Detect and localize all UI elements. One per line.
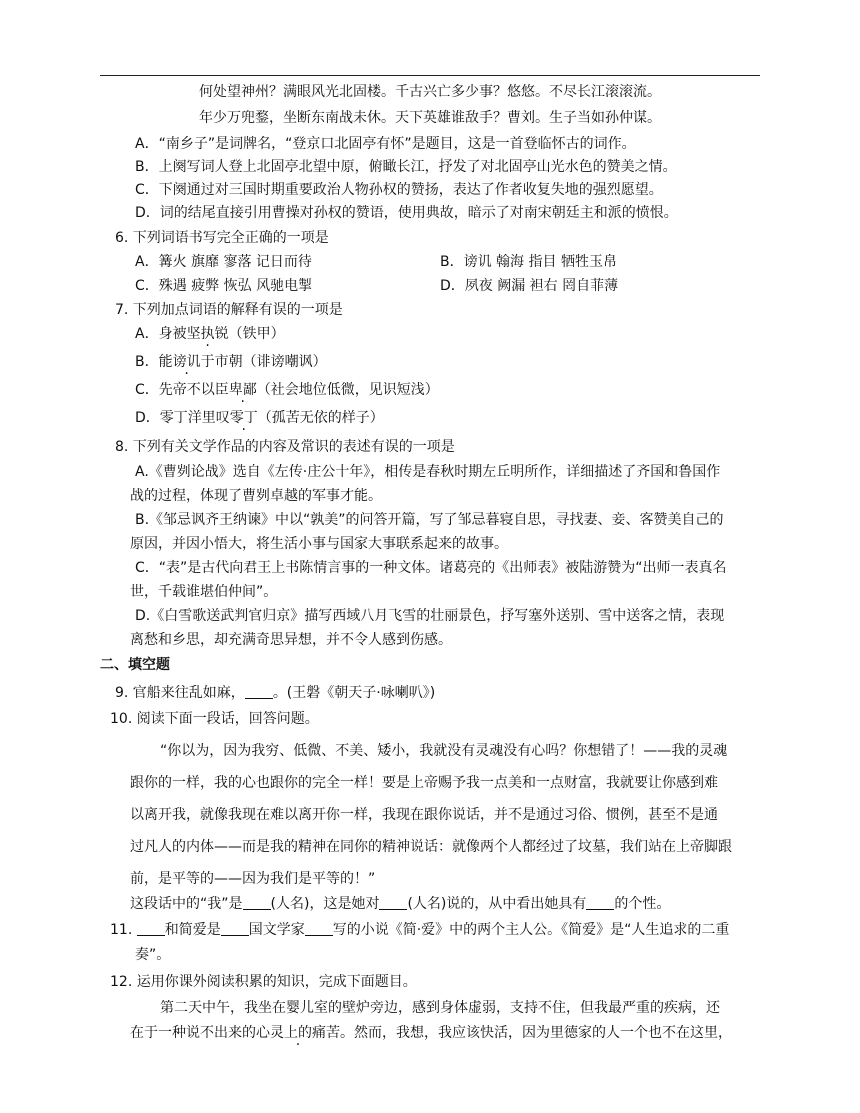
q11-s1: 和简爱是 bbox=[164, 922, 221, 938]
q10-ans-a: 这段话中的“我”是 bbox=[130, 896, 243, 912]
q7-b-post: 于市朝（诽谤嘲讽） bbox=[200, 354, 327, 370]
q11-s3: 写的小说《简·爱》中的两个主人公。《简爱》是“人生追求的二重 bbox=[332, 922, 730, 938]
q10-para-line1: “你以为，因为我穷、低微、不美、矮小，我就没有灵魂没有心吗？你想错了！——我的灵魂 bbox=[160, 743, 728, 759]
q8-option-c-line1: C．“表”是古代向君王上书陈情言事的一种文体。诸葛亮的《出师表》被陆游赞为“出师一表真名 bbox=[135, 560, 727, 576]
q11-number: 11. bbox=[110, 922, 133, 938]
q7-c-emphasis: 卑鄙 bbox=[228, 382, 257, 398]
q8-option-d-line1: D.《白雪歌送武判官归京》描写西域八月飞雪的壮丽景色，抒写塞外送别、雪中送客之情，表现 bbox=[135, 608, 725, 624]
q7-d-emphasis: 零丁 bbox=[229, 410, 258, 426]
q6-option-b: B．谤讥 翰海 指目 牺牲玉帛 bbox=[440, 254, 617, 270]
q7-option-d bbox=[135, 408, 384, 428]
q7-d-post: （孤苦无依的样子） bbox=[257, 410, 384, 426]
q11 bbox=[110, 920, 729, 940]
q8-stem: 8. 下列有关文学作品的内容及常识的表述有误的一项是 bbox=[115, 439, 455, 455]
q12-p2-pre: 在于一种说不出来的 bbox=[130, 1025, 256, 1041]
q6-option-d: D．夙夜 阙漏 袒右 罔自菲薄 bbox=[440, 278, 619, 294]
q7-a-em-text: 坚执锐 bbox=[186, 326, 229, 342]
q10-para-line3: 以离开我，就像我现在难以离开你一样，我现在跟你说话，并不是通过习俗、惯例，甚至不是通 bbox=[130, 807, 718, 823]
header-rule bbox=[100, 75, 760, 76]
q9-post: 。(王磐《朝天子·咏喇叭》) bbox=[272, 685, 436, 701]
q12-stem: 12. 运用你课外阅读积累的知识，完成下面题目。 bbox=[110, 974, 417, 990]
q6-stem: 6. 下列词语书写完全正确的一项是 bbox=[115, 230, 329, 246]
q10-answer bbox=[130, 894, 670, 914]
q7-d-pre: D．零丁洋里叹 bbox=[135, 410, 230, 426]
q12-p2-emphasis: 心灵上的痛苦 · bbox=[256, 1025, 340, 1041]
poem-line-1: 何处望神州？满眼风光北固楼。千古兴亡多少事？悠悠。不尽长江滚滚流。 bbox=[199, 84, 661, 100]
q7-a-emphasis bbox=[187, 326, 229, 342]
q7-stem: 7. 下列加点词语的解释有误的一项是 bbox=[115, 302, 343, 318]
q11-blank-2[interactable] bbox=[221, 921, 249, 936]
q12-para-line2 bbox=[130, 1023, 732, 1043]
q11-blank-1[interactable] bbox=[137, 921, 165, 936]
section-fill-in-heading: 二、填空题 bbox=[100, 657, 170, 673]
q8-option-a-line1: A.《曹刿论战》选自《左传·庄公十年》，相传是春秋时期左丘明所作，详细描述了齐国和鲁国作 bbox=[135, 464, 721, 480]
q10-para-line4: 过凡人的内体——而是我的精神在同你的精神说话：就像两个人都经过了坟墓，我们站在上帝脚跟 bbox=[130, 839, 732, 855]
q10-blank-3[interactable] bbox=[586, 895, 614, 910]
q5-option-d: D．词的结尾直接引用曹操对孙权的赞语，使用典故，暗示了对南宋朝廷主和派的愤恨。 bbox=[135, 205, 678, 221]
q7-c-pre: C．先帝不以臣 bbox=[135, 382, 229, 398]
q9 bbox=[115, 683, 435, 703]
q10-blank-1[interactable] bbox=[243, 895, 271, 910]
q7-b-pre: B．能 bbox=[135, 354, 173, 370]
q10-ans-c: (人名)说的，从中看出她具有 bbox=[407, 896, 587, 912]
poem-line-2: 年少万兜鍪，坐断东南战未休。天下英雄谁敌手？曹刘。生子当如孙仲谋。 bbox=[199, 110, 661, 126]
q11-s2: 国文学家 bbox=[248, 922, 305, 938]
q10-para-line5: 前，是平等的——因为我们是平等的！” bbox=[130, 871, 376, 887]
q7-b-emphasis: 谤讥 bbox=[172, 354, 201, 370]
q6-option-c: C．殊遇 疲弊 恢弘 风驰电掣 bbox=[135, 278, 313, 294]
q5-option-b: B．上阕写词人登上北固亭北望中原，俯瞰长江，抒发了对北固亭山光水色的赞美之情。 bbox=[135, 159, 677, 175]
q11-blank-3[interactable] bbox=[305, 921, 333, 936]
q7-option-b bbox=[135, 352, 327, 372]
q10-ans-d: 的个性。 bbox=[614, 896, 671, 912]
q8-option-a-line2: 战的过程，体现了曹刿卓越的军事才能。 bbox=[130, 488, 382, 504]
q10-para-line2: 跟你的一样，我的心也跟你的完全一样！要是上帝赐予我一点美和一点财富，我就要让你感到难 bbox=[130, 775, 718, 791]
q6-option-a: A．篝火 旗靡 寥落 记日而待 bbox=[135, 254, 312, 270]
q5-option-c: C．下阕通过对三国时期重要政治人物孙权的赞扬，表达了作者收复失地的强烈愿望。 bbox=[135, 182, 663, 198]
q8-option-b-line2: 原因，并因小悟大，将生活小事与国家大事联系起来的故事。 bbox=[130, 536, 508, 552]
q10-blank-2[interactable] bbox=[379, 895, 407, 910]
q7-c-post: （社会地位低微，见识短浅） bbox=[256, 382, 439, 398]
q8-option-d-line2: 离愁和乡思，却充满奇思异想，并不令人感到伤感。 bbox=[130, 632, 452, 648]
q12-para-line1: 第二天中午，我坐在婴儿室的壁炉旁边，感到身体虚弱，支持不住，但我最严重的疾病，还 bbox=[160, 1000, 720, 1016]
q10-stem: 10. 阅读下面一段话，回答问题。 bbox=[110, 711, 319, 727]
q9-blank[interactable] bbox=[245, 684, 273, 699]
q8-option-b-line1: B.《邹忌讽齐王纳谏》中以“孰美”的问答开篇，写了邹忌暮寝自思，寻找妻、妾、客赞美自己的 bbox=[135, 512, 724, 528]
q5-option-a: A．“南乡子”是词牌名，“登京口北固亭有怀”是题目，这是一首登临怀古的词作。 bbox=[135, 136, 636, 152]
q7-a-post: （铁甲） bbox=[228, 326, 285, 342]
q7-a-pre: A．身被 bbox=[135, 326, 187, 342]
q7-option-a bbox=[135, 324, 285, 344]
q8-option-c-line2: 世，千载谁堪伯仲间”。 bbox=[130, 584, 278, 600]
q9-pre: 9. 官船来往乱如麻， bbox=[115, 685, 245, 701]
q10-ans-b: (人名)，这是她对 bbox=[270, 896, 380, 912]
q7-option-c bbox=[135, 380, 439, 400]
q11-line2: 奏”。 bbox=[135, 947, 171, 963]
q12-p2-post: 。然而，我想，我应该快活，因为里德家的人一个也不在这里， bbox=[340, 1025, 732, 1041]
